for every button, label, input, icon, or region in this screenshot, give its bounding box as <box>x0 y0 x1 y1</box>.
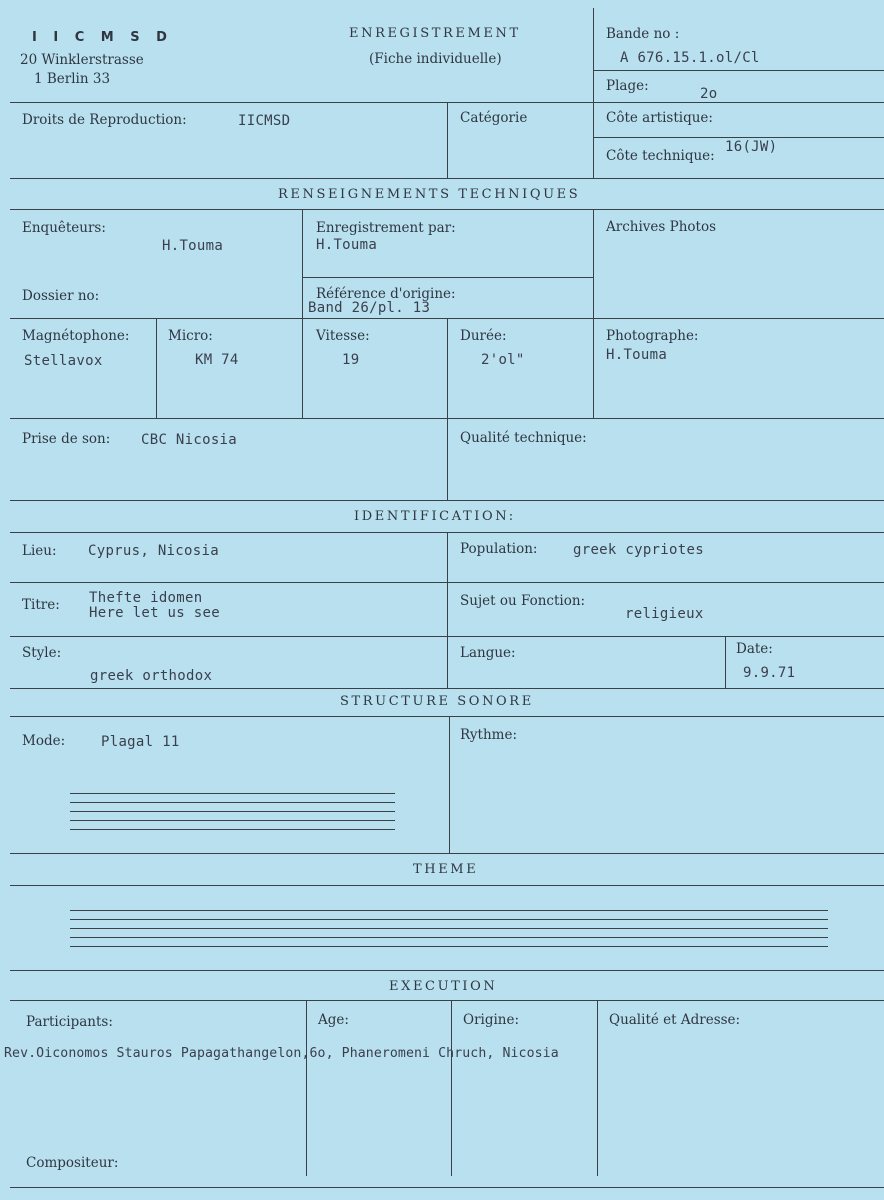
magnetophone-label: Magnétophone: <box>22 328 130 344</box>
photographe-label: Photographe: <box>606 328 699 344</box>
rule <box>10 716 884 717</box>
cote-technique-label: Côte technique: <box>606 148 715 164</box>
duree-value: 2'ol" <box>481 352 525 368</box>
rule <box>447 102 448 178</box>
rule <box>10 688 884 689</box>
rule <box>593 70 884 71</box>
staff-line <box>70 919 828 920</box>
style-label: Style: <box>22 645 62 661</box>
qualite-adresse-label: Qualité et Adresse: <box>609 1012 741 1028</box>
prise-de-son-label: Prise de son: <box>22 431 111 447</box>
section-heading-theme: THEME <box>413 862 479 877</box>
rule <box>593 209 594 418</box>
rule <box>447 418 448 500</box>
categorie-label: Catégorie <box>460 110 528 126</box>
staff-line <box>70 910 828 911</box>
droits-label: Droits de Reproduction: <box>22 112 187 128</box>
cote-technique-value: 16(JW) <box>725 139 778 155</box>
rule <box>156 318 157 418</box>
sujet-label: Sujet ou Fonction: <box>460 593 586 609</box>
staff-line <box>70 793 395 794</box>
rule <box>302 277 593 278</box>
langue-label: Langue: <box>460 645 516 661</box>
address-line-2: 1 Berlin 33 <box>34 71 111 87</box>
institute-name: I I C M S D <box>32 30 173 45</box>
rule <box>447 318 448 418</box>
rule <box>10 209 884 210</box>
origine-label: Origine: <box>463 1012 520 1028</box>
titre-value-line-1: Thefte idomen <box>89 590 203 606</box>
droits-value: IICMSD <box>238 113 291 129</box>
micro-label: Micro: <box>168 328 213 344</box>
section-heading-execution: EXECUTION <box>389 979 498 994</box>
rule <box>593 137 884 138</box>
compositeur-label: Compositeur: <box>26 1155 119 1171</box>
vitesse-value: 19 <box>342 352 360 368</box>
rule <box>10 853 884 854</box>
section-heading-identification: IDENTIFICATION: <box>354 509 516 524</box>
enregistrement-par-value: H.Touma <box>316 237 378 253</box>
rule <box>10 500 884 501</box>
mode-value: Plagal 11 <box>101 734 180 750</box>
rule <box>451 1000 452 1176</box>
bande-label: Bande no : <box>606 26 680 42</box>
staff-line <box>70 946 828 947</box>
rule <box>10 970 884 971</box>
section-heading-techniques: RENSEIGNEMENTS TECHNIQUES <box>278 187 581 202</box>
staff-line <box>70 937 828 938</box>
rule <box>302 209 303 418</box>
prise-de-son-value: CBC Nicosia <box>141 432 238 448</box>
dossier-label: Dossier no: <box>22 288 100 304</box>
date-label: Date: <box>736 641 773 657</box>
staff-line <box>70 802 395 803</box>
population-value: greek cypriotes <box>573 542 704 558</box>
rule <box>597 1000 598 1176</box>
reference-value: Band 26/pl. 13 <box>308 300 431 316</box>
rule <box>10 1187 884 1188</box>
qualite-technique-label: Qualité technique: <box>460 430 587 446</box>
participant-line: Rev.Oiconomos Stauros Papagathangelon,6o, Phaneromeni Chruch, Nicosia <box>4 1046 559 1061</box>
form-title: ENREGISTREMENT <box>349 26 521 41</box>
plage-value: 2o <box>700 86 718 102</box>
titre-label: Titre: <box>22 597 60 613</box>
address-line-1: 20 Winklerstrasse <box>20 52 144 68</box>
enregistrement-par-label: Enregistrement par: <box>316 220 456 236</box>
photographe-value: H.Touma <box>606 347 668 363</box>
rule <box>593 8 594 178</box>
lieu-value: Cyprus, Nicosia <box>88 543 219 559</box>
rule <box>10 885 884 886</box>
micro-value: KM 74 <box>195 352 239 368</box>
form-subtitle: (Fiche individuelle) <box>369 51 502 67</box>
enqueteurs-value: H.Touma <box>162 238 224 254</box>
reference-label: Référence d'origine: <box>316 286 456 302</box>
enqueteurs-label: Enquêteurs: <box>22 220 106 236</box>
titre-value-line-2: Here let us see <box>89 605 220 621</box>
sujet-value: religieux <box>625 606 704 622</box>
rule <box>725 636 726 688</box>
vitesse-label: Vitesse: <box>316 328 370 344</box>
cote-artistique-label: Côte artistique: <box>606 110 713 126</box>
style-value: greek orthodox <box>90 668 213 684</box>
magnetophone-value: Stellavox <box>24 353 103 369</box>
rule <box>10 1000 884 1001</box>
staff-line <box>70 820 395 821</box>
plage-label: Plage: <box>606 78 649 94</box>
rythme-label: Rythme: <box>460 727 518 743</box>
mode-label: Mode: <box>22 733 66 749</box>
bande-value: A 676.15.1.ol/Cl <box>620 50 760 66</box>
rule <box>10 178 884 179</box>
date-value: 9.9.71 <box>743 665 796 681</box>
rule <box>306 1000 307 1176</box>
rule <box>449 716 450 853</box>
lieu-label: Lieu: <box>22 543 57 559</box>
archives-photos-label: Archives Photos <box>606 219 716 235</box>
age-label: Age: <box>318 1012 349 1028</box>
staff-line <box>70 928 828 929</box>
rule <box>447 532 448 688</box>
staff-line <box>70 811 395 812</box>
participants-label: Participants: <box>26 1014 113 1030</box>
section-heading-structure: STRUCTURE SONORE <box>340 694 534 709</box>
population-label: Population: <box>460 541 538 557</box>
staff-line <box>70 829 395 830</box>
duree-label: Durée: <box>460 328 507 344</box>
